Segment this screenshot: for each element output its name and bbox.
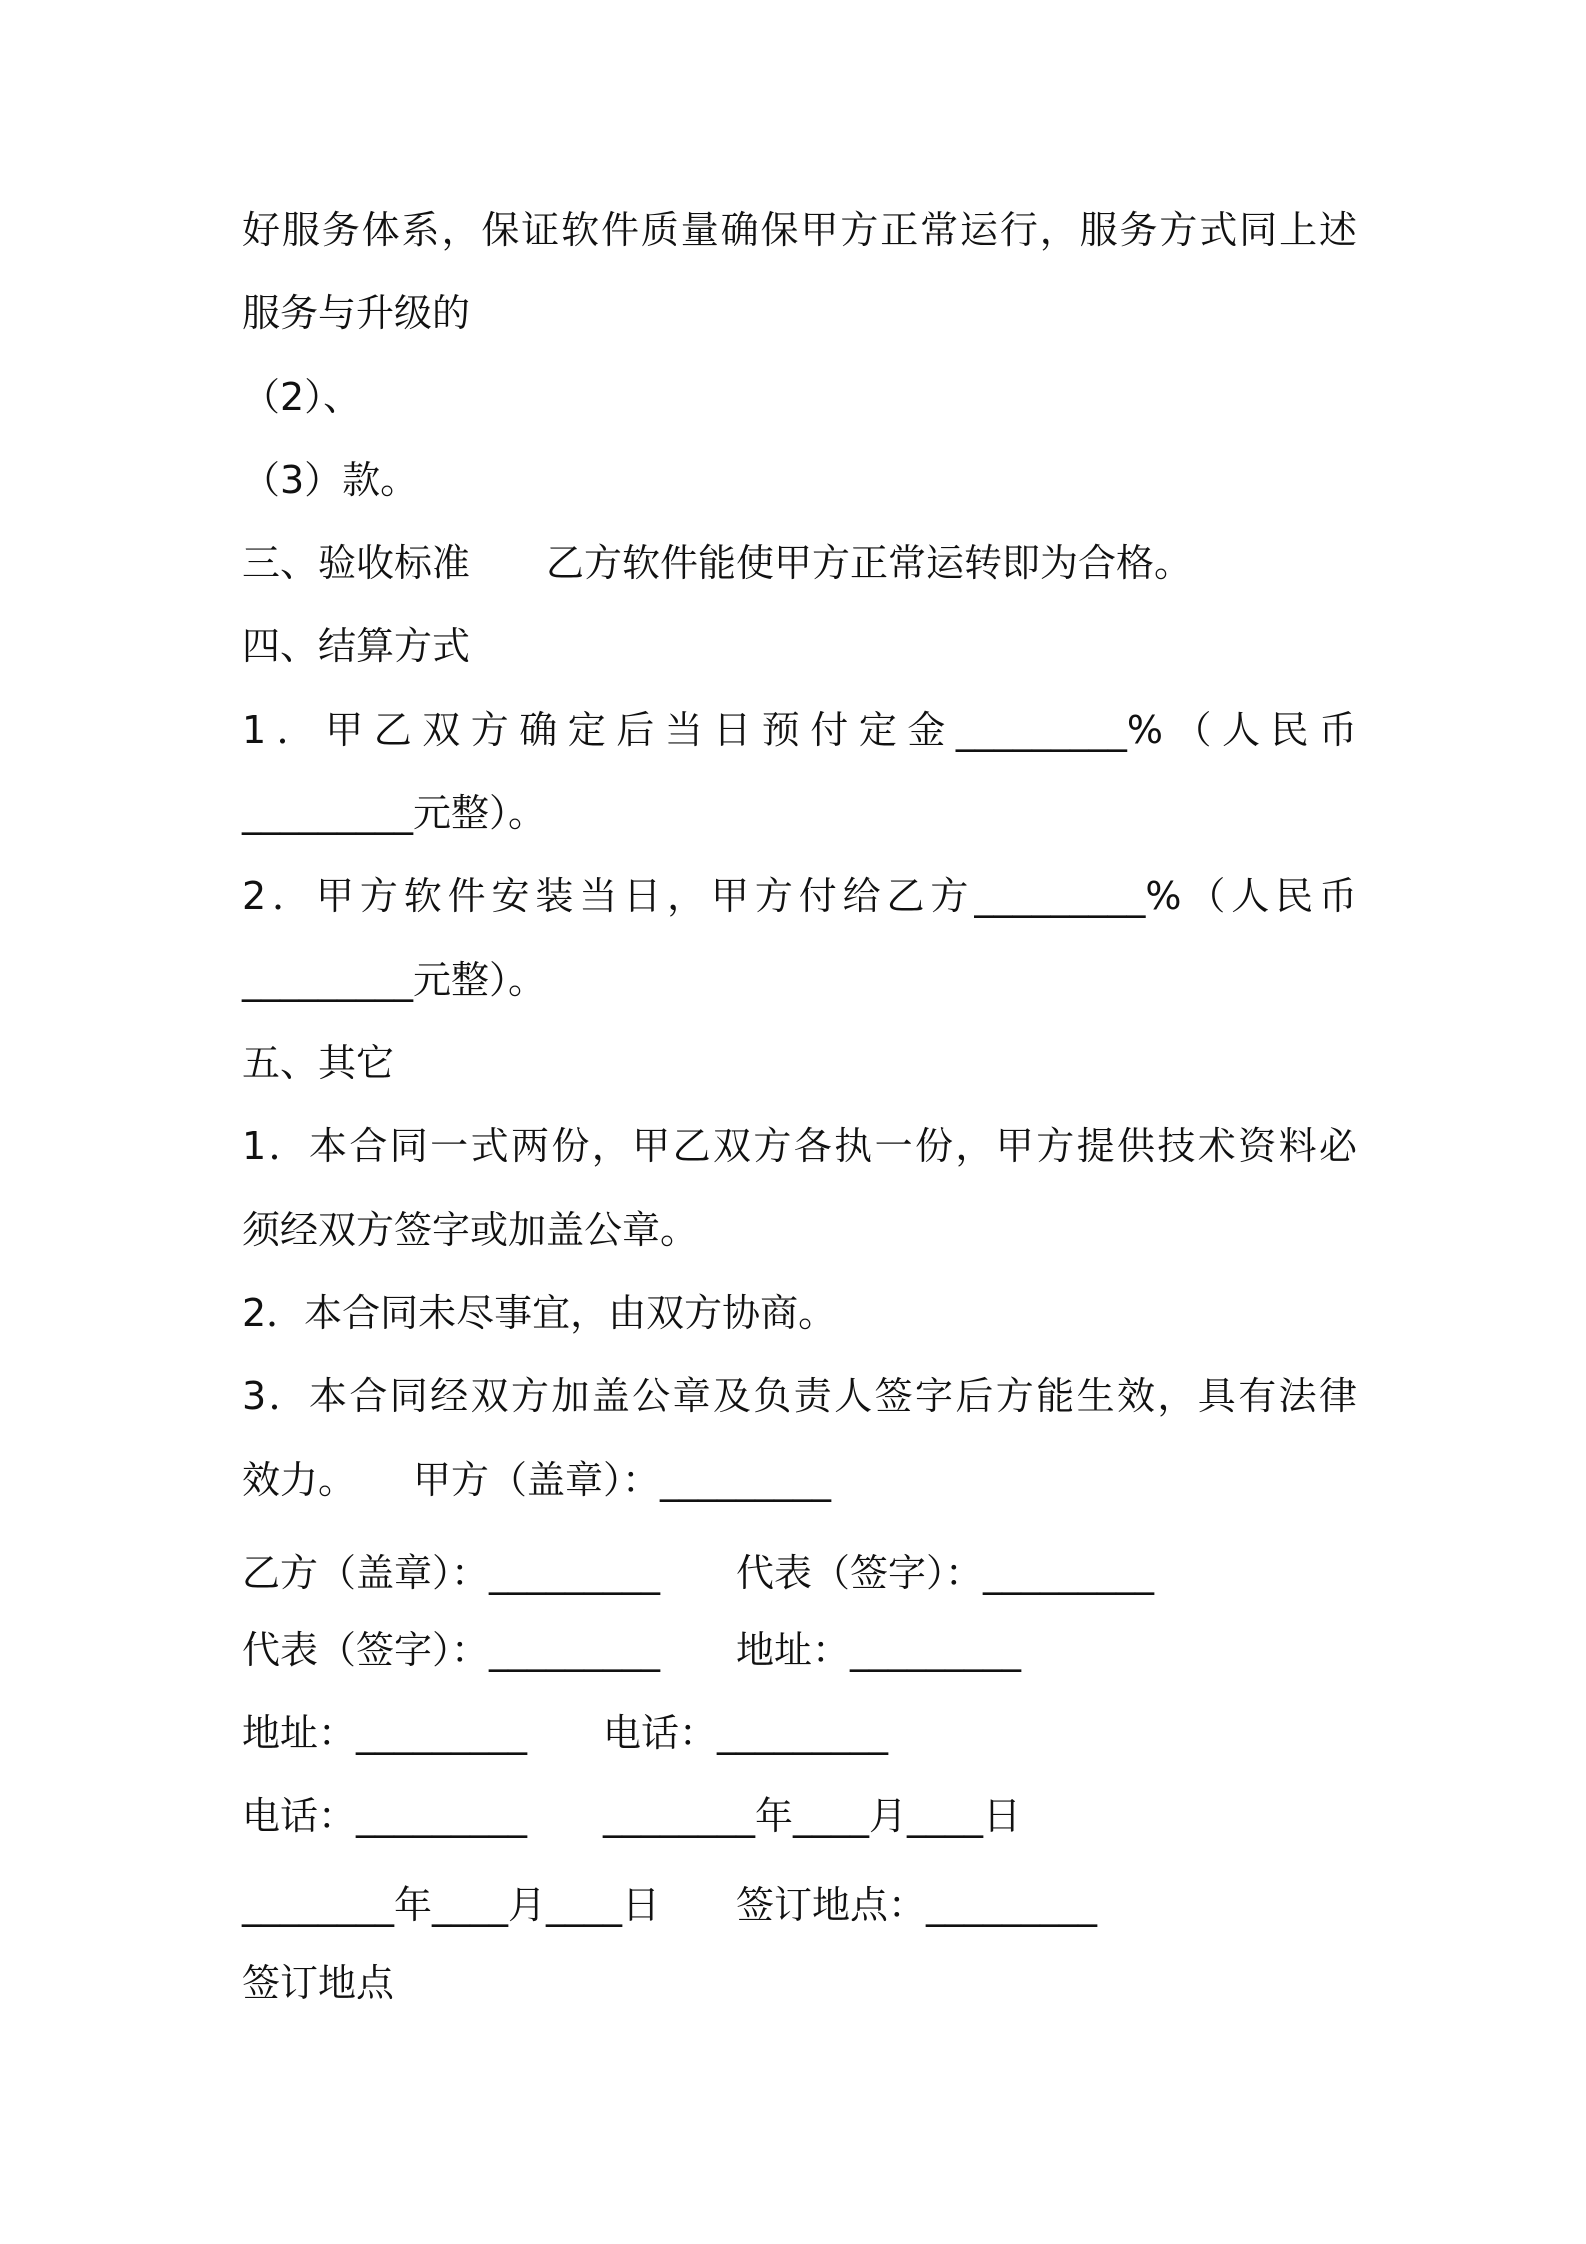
signature-line: 电话：_________ ________年____月____日 <box>242 1794 1022 1838</box>
clause-line: _________元整）。 <box>242 791 547 835</box>
clause-line: 须经双方签字或加盖公章。 <box>242 1208 699 1252</box>
clause-line: 1．甲乙双方确定后当日预付定金_________%（人民币 <box>242 708 1357 752</box>
signature-line: 签订地点 <box>242 1961 395 2005</box>
signature-line: 代表（签字）：_________ 地址：_________ <box>242 1628 1022 1672</box>
clause-line: 2．甲方软件安装当日，甲方付给乙方_________%（人民币 <box>242 874 1357 918</box>
signature-line: 效力。 甲方（盖章）：_________ <box>242 1458 832 1502</box>
signature-line: ________年____月____日 签订地点：_________ <box>242 1883 1098 1927</box>
list-item: （3）款。 <box>242 458 419 502</box>
clause-line: 2．本合同未尽事宜，由双方协商。 <box>242 1291 837 1335</box>
clause-line: 3．本合同经双方加盖公章及负责人签字后方能生效，具有法律 <box>242 1374 1357 1418</box>
signature-line: 地址：_________ 电话：_________ <box>242 1711 889 1755</box>
clause-line: _________元整）。 <box>242 958 547 1002</box>
section-heading-other: 五、其它 <box>242 1041 395 1085</box>
section-heading-payment: 四、结算方式 <box>242 624 471 668</box>
paragraph-line: 服务与升级的 <box>242 291 471 335</box>
list-item: （2）、 <box>242 375 362 419</box>
section-heading-acceptance: 三、验收标准 乙方软件能使甲方正常运转即为合格。 <box>242 541 1193 585</box>
signature-line: 乙方（盖章）：_________ 代表（签字）：_________ <box>242 1551 1155 1595</box>
clause-line: 1．本合同一式两份，甲乙双方各执一份，甲方提供技术资料必 <box>242 1124 1357 1168</box>
paragraph-line: 好服务体系，保证软件质量确保甲方正常运行，服务方式同上述 <box>242 208 1357 252</box>
